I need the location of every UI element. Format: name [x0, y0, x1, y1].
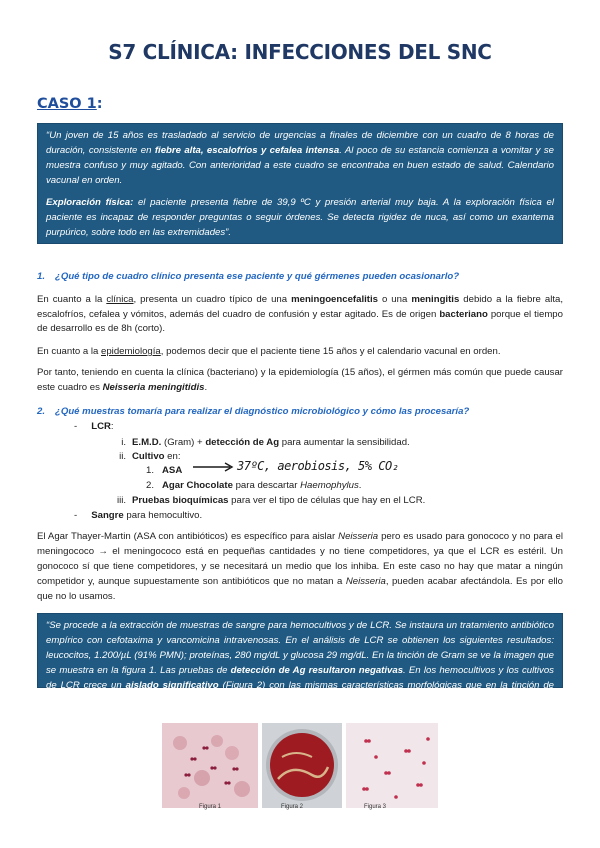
list-item-lcr [74, 420, 114, 433]
text: para ver el tipo de células que hay en el LCR. [228, 495, 426, 506]
bullet-dash: - [74, 510, 78, 521]
figures-strip [162, 723, 438, 808]
text: (Figura 2) con las mismas características morfológicas que en la tinción de Gram (Figura 3)”. [46, 680, 554, 706]
organism-name: Neisseria [345, 576, 386, 587]
text: : [110, 421, 114, 432]
bold-term: meningitis [411, 294, 460, 305]
bold-term: detección de Ag resultaron negativas [230, 665, 404, 676]
organism-name: Neisseria meningitidis [102, 381, 205, 393]
text: En cuanto a la [37, 346, 102, 357]
list-item-bioquimicas [106, 494, 425, 507]
gram-stain-colonies-figure [346, 723, 438, 808]
agar-plate-figure [262, 723, 342, 808]
figure-3-caption: Figura 3 [363, 804, 386, 810]
bold-term: Agar Chocolate [162, 480, 233, 491]
list-item-cultivo [106, 450, 181, 463]
text: , presenta un cuadro típico de una [133, 294, 292, 305]
text: . [358, 480, 362, 491]
exploration-text: el paciente presenta fiebre de 39,9 ºC y presión arterial muy baja. A la exploración física el paciente es incapaz de responder preguntas o seguir órdenes. Se detecta rigidez de nuca, así como un exantema purpúrico, sobre todo en las extremidades”. [46, 197, 554, 238]
text: , pueden acabar afectándola. Es por ello que no lo usamos. [37, 576, 563, 602]
figure-1-caption: Figura 1 [198, 804, 221, 810]
case-results-box [37, 613, 563, 706]
text: “Se procede a la extracción de muestras de sangre para hemocultivos y de LCR. Se instaura un tratamiento antibiótico empírico con cefotaxima y vancomicina intravenosas. En el análisis de LCR se obtienen los siguientes resultados: leucocitos, 1.200/µL (91% PMN); proteínas, 280 mg/dL y glucosa 29 mg/dL. En la tinción de Gram se ve la imagen que se muestra en la figura 1. Las pruebas de [46, 620, 554, 676]
roman-number: i. [121, 437, 126, 448]
answer-paragraph-conclusion [37, 366, 563, 395]
text: debido a la fiebre alta, escalofríos, cefalea y vómitos, además del cuadro de confusión y estar agitado. Es de origen [37, 294, 563, 320]
case-1-label: CASO 1 [37, 96, 97, 112]
case-1-colon: : [96, 96, 103, 112]
text: En cuanto a la [37, 294, 107, 305]
item-number: 1. [146, 465, 155, 476]
exploration-label: Exploración física: [46, 197, 134, 208]
asa-label: ASA [162, 465, 183, 476]
underlined-term: clínica [106, 294, 134, 305]
lcr-label: LCR [91, 421, 111, 432]
text: Por tanto, teniendo en cuenta la clínica (bacteriano) y la epidemiología (15 años), el gérmen más común que puede causar este cuadro es [37, 367, 563, 393]
text: . [204, 381, 208, 393]
culture-item-chocolate [146, 479, 361, 492]
case-statement-paragraph [46, 128, 554, 188]
bold-term: aislado significativo [125, 680, 219, 691]
case-1-heading [37, 96, 103, 112]
text: , podemos decir que el paciente tiene 15 años y el calendario vacunal en orden. [160, 346, 501, 357]
question-text: ¿Qué tipo de cuadro clínico presenta ese paciente y qué gérmenes pueden ocasionarlo? [55, 271, 460, 282]
bullet-dash: - [74, 421, 78, 432]
text: o una [377, 294, 412, 305]
roman-number: ii. [119, 451, 126, 462]
question-1 [37, 270, 563, 283]
case-statement-box [37, 123, 563, 244]
case-symptoms-bold: fiebre alta, escalofríos y cefalea intensa [154, 145, 340, 156]
bold-term: detección de Ag [205, 437, 280, 448]
gram-stain-figure [162, 723, 258, 808]
bold-term: Pruebas bioquímicas [132, 495, 229, 506]
text: El Agar Thayer-Martin (ASA con antibióticos) es específico para aislar [37, 531, 339, 542]
text: (Gram) + [161, 437, 206, 448]
case-text: . Al poco de su estancia comienza a vomitar y se muestra confuso y muy agitado. Con anterioridad a este cuadro se encontraba en buen estado de salud. Calendario vacunal en orden. [46, 145, 554, 186]
text: porque el tiempo de desarrollo es de 8h (corto). [37, 308, 563, 334]
bold-term: Sangre [91, 510, 124, 521]
figure-2-caption: Figura 2 [280, 804, 303, 810]
answer-paragraph-epidemiologia [37, 345, 563, 360]
organism-name: Haemophylus [300, 480, 359, 491]
item-number: 2. [146, 480, 155, 491]
roman-number: iii. [116, 495, 126, 506]
underlined-term: epidemiología [101, 346, 161, 357]
text: para descartar [232, 480, 301, 491]
question-number: 1. [37, 271, 46, 282]
case-results-paragraph [46, 618, 554, 708]
page-title: S7 CLÍNICA: INFECCIONES DEL SNC [108, 40, 492, 64]
text: para hemocultivo. [123, 510, 203, 521]
question-text: ¿Qué muestras tomaría para realizar el diagnóstico microbiológico y cómo las procesaría? [55, 406, 470, 417]
question-2 [37, 405, 563, 418]
question-number: 2. [37, 406, 46, 417]
bold-term: Cultivo [132, 451, 165, 462]
thayer-martin-paragraph [37, 529, 563, 604]
bold-term: meningoencefalitis [291, 294, 378, 305]
handwritten-note: 37ºC, aerobiosis, 5% CO₂ [237, 459, 399, 473]
answer-paragraph-clinica [37, 293, 563, 337]
list-item-sangre [74, 509, 202, 522]
handwritten-arrow-icon [192, 462, 236, 472]
text: pero es usado para gonococo y no para el meningococo → el meningococo está en pequeñas cantidades y no tiene competidores, ya que el LCR es estéril. Un gonococo sí que tiene competidores, y se necesitará un medio que los inhiba. En este caso no hay que matar a ningún competidor y, aunque supuestamente son antibióticos que no matan a [37, 531, 563, 587]
case-text: “Un joven de 15 años es trasladado al servicio de urgencias a finales de diciembre con un cuadro de 8 horas de duración, consistente en [46, 130, 554, 156]
bold-term: E.M.D. [132, 437, 162, 448]
exploration-paragraph [46, 195, 554, 240]
organism-name: Neisseria [338, 531, 379, 542]
list-item-emd [106, 436, 410, 449]
bold-term: bacteriano [439, 308, 488, 320]
text: . En los hemocultivos y los cultivos de LCR crece un [46, 665, 554, 691]
culture-item-asa [146, 464, 182, 477]
text: para aumentar la sensibilidad. [279, 437, 410, 448]
text: en: [164, 451, 181, 462]
